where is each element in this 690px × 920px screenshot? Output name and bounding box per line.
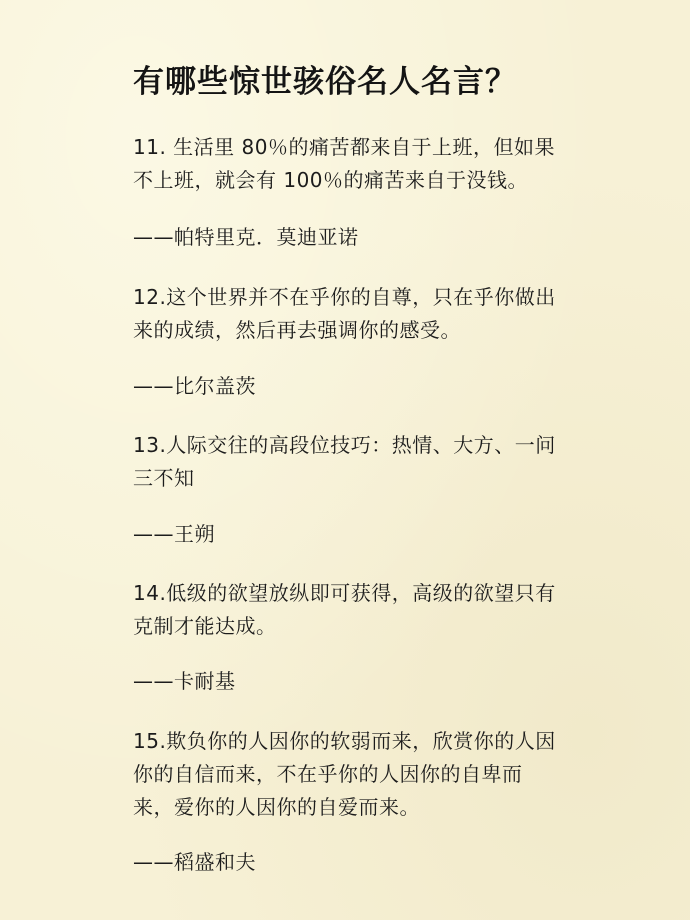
quote-author: ——王朔: [133, 522, 215, 546]
quote-text: [133, 281, 573, 347]
quote-text: [133, 725, 573, 824]
quote-author: ——卡耐基: [133, 669, 236, 693]
page-title: 有哪些惊世骇俗名人名言？: [133, 64, 517, 100]
quote-line: 克制才能达成。: [133, 614, 277, 638]
quote-line: 11. 生活里 80％的痛苦都来自于上班，但如果: [133, 135, 555, 159]
quote-line: 13.人际交往的高段位技巧：热情、大方、一问: [133, 433, 556, 457]
quote-line: 你的自信而来，不在乎你的人因你的自卑而: [133, 762, 523, 786]
quote-line: 14.低级的欲望放纵即可获得，高级的欲望只有: [133, 581, 556, 605]
quote-line: 15.欺负你的人因你的软弱而来，欣赏你的人因: [133, 729, 556, 753]
quote-author: ——比尔盖茨: [133, 374, 256, 398]
quote-line: 来，爱你的人因你的自爱而来。: [133, 795, 420, 819]
quote-text: [133, 429, 573, 495]
quote-text: [133, 577, 573, 643]
quote-text: [133, 131, 573, 197]
quote-line: 不上班，就会有 100％的痛苦来自于没钱。: [133, 168, 529, 192]
quote-line: 来的成绩，然后再去强调你的感受。: [133, 318, 461, 342]
quote-author: ——帕特里克．莫迪亚诺: [133, 225, 359, 249]
quote-line: 12.这个世界并不在乎你的自尊，只在乎你做出: [133, 285, 556, 309]
quote-author: ——稻盛和夫: [133, 850, 256, 874]
quote-line: 三不知: [133, 466, 195, 490]
